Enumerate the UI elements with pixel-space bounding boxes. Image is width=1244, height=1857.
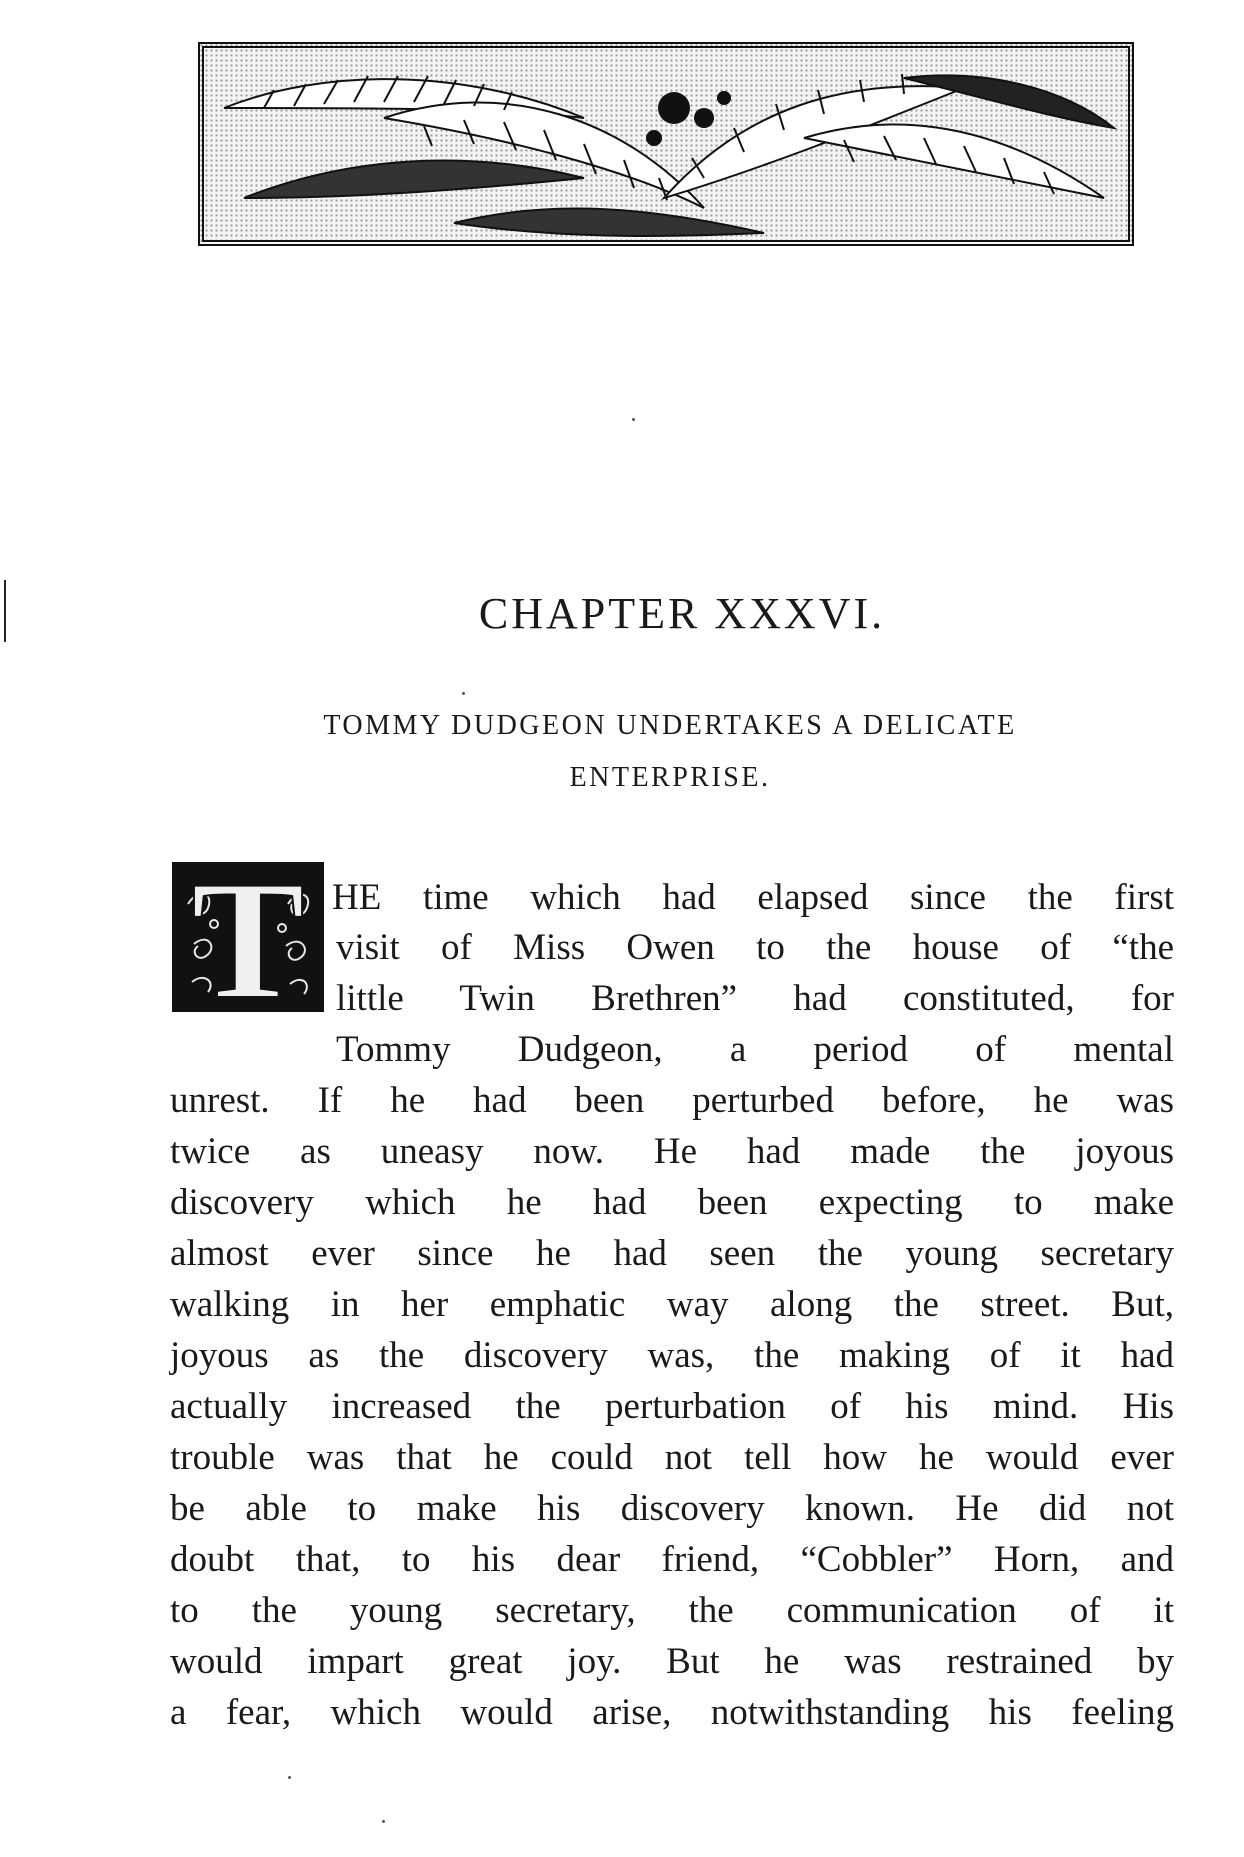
body-text-line: twice as uneasy now. He had made the joyous [170, 1131, 1174, 1172]
body-text-line: to the young secretary, the communication of it [170, 1590, 1174, 1631]
body-text-line: doubt that, to his dear friend, “Cobbler” Horn, and [170, 1539, 1174, 1580]
body-text-line: a fear, which would arise, notwithstanding his feeling [170, 1692, 1174, 1733]
print-speck [632, 418, 635, 421]
body-text-line: trouble was that he could not tell how he would ever [170, 1437, 1174, 1478]
body-text-line: be able to make his discovery known. He did not [170, 1488, 1174, 1529]
fern-illustration-icon [204, 48, 1128, 240]
chapter-subtitle-line: TOMMY DUDGEON UNDERTAKES A DELICATE [323, 710, 1017, 741]
body-text-line: Tommy Dudgeon, a period of mental [336, 1029, 1174, 1070]
body-text-line: unrest. If he had been perturbed before, he was [170, 1080, 1174, 1121]
print-speck [288, 1776, 291, 1779]
body-text-line: would impart great joy. But he was restrained by [170, 1641, 1174, 1682]
body-text-line: joyous as the discovery was, the making of it had [170, 1335, 1174, 1376]
fern-ornament-header [198, 42, 1134, 246]
chapter-title: CHAPTER XXXVI. [478, 589, 886, 638]
drop-cap-initial [172, 862, 324, 1012]
body-text-line: actually increased the perturbation of his mind. His [170, 1386, 1174, 1427]
body-text-line: HE time which had elapsed since the first [332, 877, 1174, 918]
chapter-subtitle [200, 700, 1140, 804]
body-text-line: visit of Miss Owen to the house of “the [336, 927, 1174, 968]
body-text-line: almost ever since he had seen the young secretary [170, 1233, 1174, 1274]
body-text-line: walking in her emphatic way along the street. But, [170, 1284, 1174, 1325]
margin-rule [4, 580, 6, 642]
print-speck [382, 1820, 385, 1823]
body-text-line: little Twin Brethren” had constituted, for [336, 978, 1174, 1019]
drop-cap-letter: T [191, 862, 305, 1012]
print-speck [462, 692, 465, 695]
chapter-subtitle-line: ENTERPRISE. [569, 762, 771, 793]
body-text-line: discovery which he had been expecting to make [170, 1182, 1174, 1223]
